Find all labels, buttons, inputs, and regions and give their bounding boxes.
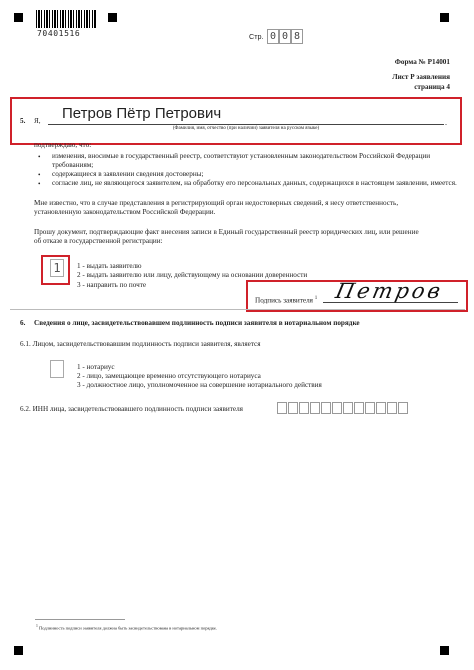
item-6-2-label: 6.2. ИНН лица, засвидетельствовавшего подлинность подписи заявителя xyxy=(20,405,243,413)
sheet-page: страница 4 xyxy=(414,83,450,91)
bullet-text: изменения, вносимые в государственный реестр, соответствуют установленным законодательством Российской Федерации xyxy=(52,152,431,160)
bullet-text: согласие лиц, не являющегося заявителем, на обработку его персональных данных, содержащихся в настоящем заявлении, имеется. xyxy=(52,179,457,187)
inn-cell[interactable] xyxy=(376,402,386,414)
i-label: Я, xyxy=(34,117,41,125)
page-digit: 8 xyxy=(291,29,303,44)
delivery-option: 3 - направить по почте xyxy=(77,281,147,289)
name-underline xyxy=(48,124,444,125)
corner-marker xyxy=(440,13,449,22)
inn-cell[interactable] xyxy=(310,402,320,414)
bullet: • xyxy=(38,171,41,179)
corner-marker xyxy=(14,13,23,22)
footnote xyxy=(36,624,217,631)
section-divider xyxy=(10,309,465,310)
request-text: Прошу документ, подтверждающие факт внесения записи в Единый государственный реестр юридических лиц, или решение xyxy=(34,228,419,236)
name-dot: . xyxy=(445,118,447,127)
corner-marker xyxy=(108,13,117,22)
bullet-text: требованиям; xyxy=(52,161,94,169)
inn-cell[interactable] xyxy=(299,402,309,414)
page-digit: 0 xyxy=(279,29,291,44)
inn-cell[interactable] xyxy=(387,402,397,414)
inn-cell[interactable] xyxy=(398,402,408,414)
signature-label-text: Подпись заявителя xyxy=(255,296,313,305)
inn-cell[interactable] xyxy=(321,402,331,414)
inn-cell[interactable] xyxy=(365,402,375,414)
page-digit: 0 xyxy=(267,29,279,44)
footnote-mark: 1 xyxy=(36,624,38,628)
delivery-option: 1 - выдать заявителю xyxy=(77,262,142,270)
barcode xyxy=(36,10,96,28)
section-5-number: 5. xyxy=(20,117,26,125)
inn-cell[interactable] xyxy=(354,402,364,414)
aware-text: установленную законодательством Российской Федерации. xyxy=(34,208,216,216)
delivery-choice-field[interactable]: 1 xyxy=(50,259,64,277)
inn-cell[interactable] xyxy=(277,402,287,414)
section-6-number: 6. xyxy=(20,319,26,327)
footnote-text: Подлинность подписи заявителя должна быть засвидетельствована в нотариальном порядке. xyxy=(39,625,218,631)
signature-field[interactable]: Петров xyxy=(333,279,446,303)
inn-cell[interactable] xyxy=(332,402,342,414)
item-6-1-label: 6.1. Лицом, засвидетельствовавшим подлинность подписи заявителя, является xyxy=(20,340,261,348)
corner-marker xyxy=(14,646,23,655)
signature-label xyxy=(255,294,317,306)
bullet: • xyxy=(38,180,41,188)
section-6-title: Сведения о лице, засвидетельствовавшем подлинность подписи заявителя в нотариальном порядке xyxy=(34,319,360,327)
signature-footnote-mark: 1 xyxy=(314,296,318,301)
inn-cell[interactable] xyxy=(343,402,353,414)
full-name-field[interactable]: Петров Пётр Петрович xyxy=(62,105,222,122)
notary-option: 1 - нотариус xyxy=(77,363,115,371)
bullet-text: содержащиеся в заявлении сведения достоверны; xyxy=(52,170,204,178)
footnote-divider xyxy=(35,619,125,620)
notary-option: 2 - лицо, замещающее временно отсутствующего нотариуса xyxy=(77,372,261,380)
aware-text: Мне известно, что в случае представления в регистрирующий орган недостоверных сведений, я несу ответственность, xyxy=(34,199,399,207)
request-text: об отказе в государственной регистрации: xyxy=(34,237,163,245)
form-number: Форма № Р14001 xyxy=(394,58,450,66)
page-label: Стр. xyxy=(249,32,264,41)
notary-option: 3 - должностное лицо, уполномоченное на совершение нотариального действия xyxy=(77,381,322,389)
delivery-option: 2 - выдать заявителю или лицу, действующему на основании доверенности xyxy=(77,271,308,279)
name-caption: (Фамилия, имя, отчество (при наличии) заявителя на русском языке) xyxy=(172,126,320,131)
inn-cell[interactable] xyxy=(288,402,298,414)
confirm-text: подтверждаю, что: xyxy=(34,141,92,149)
barcode-number: 70401516 xyxy=(37,29,81,38)
corner-marker xyxy=(440,646,449,655)
bullet: • xyxy=(38,153,41,161)
notary-type-field[interactable] xyxy=(50,360,64,378)
sheet-label: Лист Р заявления xyxy=(392,73,450,81)
